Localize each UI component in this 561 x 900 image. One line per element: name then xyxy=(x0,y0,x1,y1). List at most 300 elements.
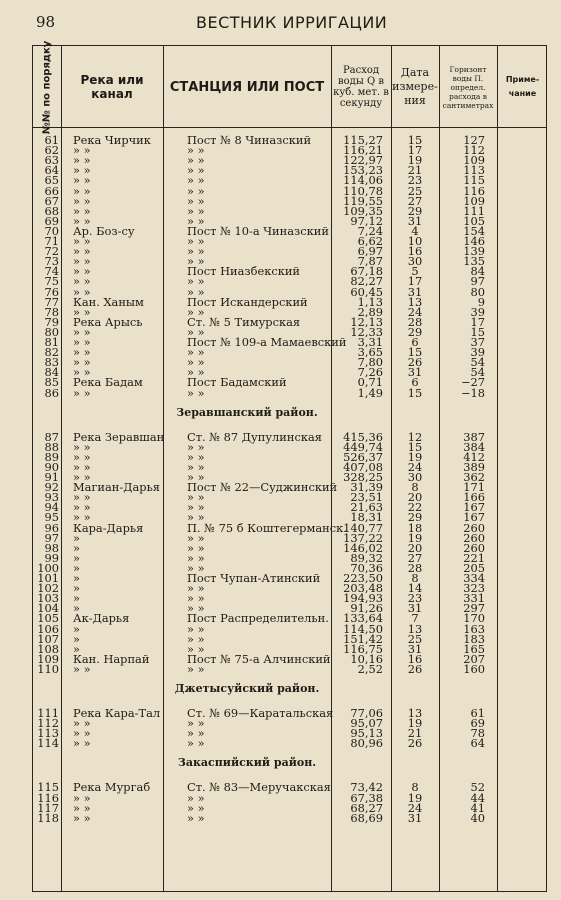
flow-cell: 2,89 xyxy=(357,304,383,319)
river-cell: » » xyxy=(73,661,91,676)
river-cell: » » xyxy=(73,470,91,484)
header-note: Приме-чание xyxy=(505,75,540,98)
flow-cell: 122,97 xyxy=(343,153,383,168)
flow-cell: 3,65 xyxy=(357,345,383,360)
station-cell: » » xyxy=(187,716,205,731)
station-cell: » » xyxy=(187,621,205,636)
station-cell: » » xyxy=(187,800,205,815)
header-date: Дата измере-ния xyxy=(392,66,438,107)
date-cell: 20 xyxy=(407,540,423,555)
row-number: 95 xyxy=(44,510,59,525)
row-number: 102 xyxy=(37,581,59,596)
level-cell: 15 xyxy=(470,324,485,339)
flow-cell: 3,31 xyxy=(357,335,383,349)
row-number: 85 xyxy=(44,375,59,390)
row-number: 86 xyxy=(44,385,59,400)
flow-cell: 203,48 xyxy=(343,581,383,596)
date-cell: 20 xyxy=(407,490,423,505)
level-cell: 167 xyxy=(463,510,485,525)
date-cell: 22 xyxy=(407,500,423,515)
level-cell: 115 xyxy=(463,173,485,188)
flow-cell: 67,18 xyxy=(350,264,383,279)
row-number: 75 xyxy=(44,274,59,289)
station-cell: » » xyxy=(187,601,205,616)
flow-cell: 109,35 xyxy=(343,203,383,218)
flow-cell: 31,39 xyxy=(350,480,383,495)
river-cell: » » xyxy=(73,304,91,319)
level-cell: 37 xyxy=(470,335,485,349)
date-cell: 4 xyxy=(411,223,419,238)
station-cell: » » xyxy=(187,244,205,259)
row-number: 81 xyxy=(44,335,59,349)
level-cell: 323 xyxy=(463,581,485,596)
level-cell: 260 xyxy=(463,530,485,545)
flow-cell: 68,69 xyxy=(350,810,383,825)
river-cell: » » xyxy=(73,234,91,248)
level-cell: 116 xyxy=(463,183,485,198)
river-cell: » » xyxy=(73,324,91,339)
river-cell: Кан. Нарпай xyxy=(73,651,150,666)
river-cell: » xyxy=(73,571,80,585)
station-cell: » » xyxy=(187,459,205,474)
date-cell: 5 xyxy=(411,264,419,279)
date-cell: 23 xyxy=(407,591,423,606)
table-row xyxy=(33,385,546,400)
date-cell: 24 xyxy=(407,459,423,474)
station-cell: Пост № 75-а Алчинский xyxy=(187,651,331,666)
level-cell: 109 xyxy=(463,193,485,208)
level-cell: 84 xyxy=(470,264,485,279)
station-cell: » » xyxy=(187,581,205,596)
row-number: 108 xyxy=(37,641,59,656)
station-cell: Пост № 8 Чиназский xyxy=(187,133,312,147)
row-number: 62 xyxy=(44,143,59,158)
station-cell: » » xyxy=(187,183,205,198)
level-cell: 163 xyxy=(463,621,485,636)
flow-cell: 7,24 xyxy=(357,223,383,238)
flow-cell: 6,62 xyxy=(357,234,383,248)
row-number: 87 xyxy=(44,429,59,444)
flow-cell: 89,32 xyxy=(350,550,383,565)
row-number: 97 xyxy=(44,530,59,545)
header-flow: Расход воды Q в куб. мет. в секунду xyxy=(333,65,389,109)
station-cell: » » xyxy=(187,345,205,360)
date-cell: 24 xyxy=(407,304,423,319)
table-body xyxy=(33,128,546,893)
date-cell: 16 xyxy=(407,244,423,259)
river-cell: » » xyxy=(73,736,91,751)
station-cell: Пост Искандерский xyxy=(187,294,308,309)
date-cell: 14 xyxy=(407,581,423,596)
date-cell: 8 xyxy=(411,480,419,495)
date-cell: 29 xyxy=(407,324,423,339)
date-cell: 26 xyxy=(407,736,423,751)
date-cell: 7 xyxy=(411,611,419,626)
station-cell: » » xyxy=(187,641,205,656)
station-cell: » » xyxy=(187,449,205,464)
flow-cell: 526,37 xyxy=(343,449,383,464)
river-cell: » » xyxy=(73,284,91,299)
region-heading: Закаспийский район. xyxy=(177,756,317,770)
level-cell: −18 xyxy=(460,385,485,400)
river-cell: » » xyxy=(73,193,91,208)
river-cell: Река Зеравшан xyxy=(73,429,165,444)
river-cell: Кан. Ханым xyxy=(73,294,144,309)
date-cell: 30 xyxy=(407,470,423,484)
station-cell: » » xyxy=(187,490,205,505)
flow-cell: 115,27 xyxy=(343,133,383,147)
row-number: 64 xyxy=(44,163,59,178)
river-cell: » xyxy=(73,530,80,545)
level-cell: 183 xyxy=(463,631,485,646)
date-cell: 31 xyxy=(407,365,423,380)
level-cell: 139 xyxy=(463,244,485,259)
flow-cell: 6,97 xyxy=(357,244,383,259)
date-cell: 28 xyxy=(407,314,423,329)
level-cell: 80 xyxy=(470,284,485,299)
river-cell: » » xyxy=(73,490,91,505)
row-number: 111 xyxy=(37,706,59,720)
date-cell: 17 xyxy=(407,274,423,289)
river-cell: » » xyxy=(73,264,91,279)
flow-cell: 95,13 xyxy=(350,726,383,741)
river-cell: » xyxy=(73,601,80,616)
station-cell: Пост Бадамский xyxy=(187,375,287,390)
river-cell: » » xyxy=(73,254,91,269)
row-number: 110 xyxy=(37,661,59,676)
row-number: 112 xyxy=(37,716,59,731)
station-cell: » » xyxy=(187,550,205,565)
table-row xyxy=(33,661,546,676)
station-cell: Пост № 109-а Мамаевский xyxy=(187,335,347,349)
river-cell: » » xyxy=(73,244,91,259)
station-cell: » » xyxy=(187,385,205,400)
river-cell: Река Бадам xyxy=(73,375,143,390)
station-cell: » » xyxy=(187,284,205,299)
level-cell: 297 xyxy=(463,601,485,616)
level-cell: 387 xyxy=(463,429,485,444)
flow-cell: 2,52 xyxy=(357,661,383,676)
station-cell: » » xyxy=(187,234,205,248)
flow-cell: 116,21 xyxy=(343,143,383,158)
row-number: 118 xyxy=(37,810,59,825)
flow-cell: 70,36 xyxy=(350,560,383,575)
station-cell: » » xyxy=(187,810,205,825)
river-cell: Кара-Дарья xyxy=(73,520,144,535)
station-cell: » » xyxy=(187,631,205,646)
flow-cell: 116,75 xyxy=(343,641,383,656)
station-cell: » » xyxy=(187,304,205,319)
level-cell: 170 xyxy=(463,611,485,626)
flow-cell: 194,93 xyxy=(343,591,383,606)
date-cell: 19 xyxy=(407,449,423,464)
station-cell: » » xyxy=(187,213,205,228)
river-cell: » » xyxy=(73,510,91,525)
row-number: 103 xyxy=(37,591,59,606)
row-number: 68 xyxy=(44,203,59,218)
row-number: 116 xyxy=(37,790,59,805)
river-cell: » » xyxy=(73,213,91,228)
date-cell: 19 xyxy=(407,530,423,545)
date-cell: 30 xyxy=(407,254,423,269)
date-cell: 26 xyxy=(407,355,423,370)
level-cell: 207 xyxy=(463,651,485,666)
row-number: 67 xyxy=(44,193,59,208)
flow-cell: 23,51 xyxy=(350,490,383,505)
river-cell: » » xyxy=(73,274,91,289)
level-cell: 205 xyxy=(463,560,485,575)
header-station: СТАНЦИЯ ИЛИ ПОСТ xyxy=(169,79,325,95)
flow-cell: 140,77 xyxy=(343,520,383,535)
station-cell: » » xyxy=(187,274,205,289)
flow-cell: 7,87 xyxy=(357,254,383,269)
date-cell: 31 xyxy=(407,810,423,825)
level-cell: 154 xyxy=(463,223,485,238)
level-cell: −27 xyxy=(460,375,485,390)
station-cell: » » xyxy=(187,439,205,454)
row-number: 66 xyxy=(44,183,59,198)
level-cell: 54 xyxy=(470,365,485,380)
station-cell: » » xyxy=(187,736,205,751)
river-cell: » » xyxy=(73,153,91,168)
station-cell: » » xyxy=(187,143,205,158)
station-cell: » » xyxy=(187,163,205,178)
level-cell: 221 xyxy=(463,550,485,565)
station-cell: » » xyxy=(187,726,205,741)
station-cell: Пост Ниазбекский xyxy=(187,264,301,279)
header-num-label: №№ по порядку xyxy=(41,40,53,134)
region-heading: Зеравшанский район. xyxy=(176,405,318,419)
flow-cell: 114,50 xyxy=(343,621,383,636)
row-number: 113 xyxy=(37,726,59,741)
row-number: 77 xyxy=(44,294,59,309)
level-cell: 111 xyxy=(463,203,485,218)
river-cell: » » xyxy=(73,500,91,515)
river-cell: » » xyxy=(73,183,91,198)
river-cell: » » xyxy=(73,143,91,158)
river-cell: » xyxy=(73,550,80,565)
station-cell: » » xyxy=(187,470,205,484)
level-cell: 61 xyxy=(470,706,485,720)
row-number: 74 xyxy=(44,264,59,279)
station-cell: » » xyxy=(187,153,205,168)
date-cell: 25 xyxy=(407,631,423,646)
row-number: 61 xyxy=(44,133,59,147)
river-cell: » » xyxy=(73,726,91,741)
river-cell: Ак-Дарья xyxy=(73,611,130,626)
river-cell: » » xyxy=(73,335,91,349)
station-cell: » » xyxy=(187,193,205,208)
header-level: Горизонт воды П. определ. расхода в сантиметрах xyxy=(442,64,494,110)
flow-cell: 91,26 xyxy=(350,601,383,616)
date-cell: 29 xyxy=(407,510,423,525)
date-cell: 25 xyxy=(407,183,423,198)
date-cell: 13 xyxy=(407,706,423,720)
flow-cell: 73,42 xyxy=(350,780,383,795)
date-cell: 19 xyxy=(407,716,423,731)
table-row xyxy=(33,810,546,825)
station-cell: » » xyxy=(187,254,205,269)
date-cell: 28 xyxy=(407,560,423,575)
date-cell: 17 xyxy=(407,143,423,158)
river-cell: » » xyxy=(73,345,91,360)
row-number: 63 xyxy=(44,153,59,168)
flow-cell: 7,80 xyxy=(357,355,383,370)
row-number: 83 xyxy=(44,355,59,370)
measurements-table xyxy=(32,40,547,892)
flow-cell: 12,13 xyxy=(350,314,383,329)
station-cell: » » xyxy=(187,560,205,575)
date-cell: 15 xyxy=(407,385,423,400)
row-number: 76 xyxy=(44,284,59,299)
row-number: 91 xyxy=(44,470,59,484)
header-num xyxy=(33,40,61,134)
flow-cell: 18,31 xyxy=(350,510,383,525)
row-number: 93 xyxy=(44,490,59,505)
row-number: 72 xyxy=(44,244,59,259)
level-cell: 135 xyxy=(463,254,485,269)
level-cell: 127 xyxy=(463,133,485,147)
flow-cell: 328,25 xyxy=(343,470,383,484)
row-number: 101 xyxy=(37,571,59,585)
row-number: 89 xyxy=(44,449,59,464)
station-cell: » » xyxy=(187,790,205,805)
flow-cell: 449,74 xyxy=(343,439,383,454)
level-cell: 39 xyxy=(470,345,485,360)
row-number: 107 xyxy=(37,631,59,646)
river-cell: Магиан-Дарья xyxy=(73,480,160,495)
station-cell: » » xyxy=(187,530,205,545)
level-cell: 160 xyxy=(463,661,485,676)
river-cell: » xyxy=(73,581,80,596)
station-cell: » » xyxy=(187,324,205,339)
river-cell: » xyxy=(73,641,80,656)
row-number: 117 xyxy=(37,800,59,815)
level-cell: 362 xyxy=(463,470,485,484)
row-number: 98 xyxy=(44,540,59,555)
station-cell: Ст. № 83—Меручакская xyxy=(187,780,331,795)
level-cell: 69 xyxy=(470,716,485,731)
level-cell: 165 xyxy=(463,641,485,656)
flow-cell: 407,08 xyxy=(343,459,383,474)
level-cell: 52 xyxy=(470,780,485,795)
level-cell: 166 xyxy=(463,490,485,505)
river-cell: » » xyxy=(73,716,91,731)
level-cell: 113 xyxy=(463,163,485,178)
station-cell: Ст. № 69—Каратальская xyxy=(187,706,334,720)
header-river: Река или канал xyxy=(80,73,144,101)
row-number: 92 xyxy=(44,480,59,495)
flow-cell: 67,38 xyxy=(350,790,383,805)
river-cell: » » xyxy=(73,439,91,454)
date-cell: 21 xyxy=(407,726,423,741)
river-cell: » » xyxy=(73,203,91,218)
date-cell: 8 xyxy=(411,780,419,795)
flow-cell: 21,63 xyxy=(350,500,383,515)
river-cell: Река Кара-Тал xyxy=(73,706,161,720)
river-cell: » xyxy=(73,560,80,575)
date-cell: 12 xyxy=(407,429,423,444)
row-number: 65 xyxy=(44,173,59,188)
flow-cell: 119,55 xyxy=(343,193,383,208)
level-cell: 105 xyxy=(463,213,485,228)
journal-title: ВЕСТНИК ИРРИГАЦИИ xyxy=(196,13,388,32)
row-number: 80 xyxy=(44,324,59,339)
row-number: 115 xyxy=(37,780,59,795)
station-cell: » » xyxy=(187,510,205,525)
row-number: 114 xyxy=(37,736,59,751)
river-cell: » » xyxy=(73,163,91,178)
flow-cell: 97,12 xyxy=(350,213,383,228)
level-cell: 260 xyxy=(463,540,485,555)
flow-cell: 95,07 xyxy=(350,716,383,731)
flow-cell: 1,13 xyxy=(357,294,383,309)
region-heading: Джетысуйский район. xyxy=(174,682,320,695)
running-header xyxy=(0,0,561,40)
flow-cell: 10,16 xyxy=(350,651,383,666)
level-cell: 260 xyxy=(463,520,485,535)
river-cell: » xyxy=(73,621,80,636)
date-cell: 13 xyxy=(407,621,423,636)
date-cell: 15 xyxy=(407,133,423,147)
page-number: 98 xyxy=(36,13,56,31)
level-cell: 146 xyxy=(463,234,485,248)
row-number: 79 xyxy=(44,314,59,329)
flow-cell: 415,36 xyxy=(343,429,383,444)
level-cell: 109 xyxy=(463,153,485,168)
river-cell: » » xyxy=(73,173,91,188)
row-number: 94 xyxy=(44,500,59,515)
station-cell: Ст. № 87 Дупулинская xyxy=(187,429,322,444)
level-cell: 389 xyxy=(463,459,485,474)
level-cell: 171 xyxy=(463,480,485,495)
station-cell: Пост № 10-а Чиназский xyxy=(187,223,329,238)
flow-cell: 151,42 xyxy=(343,631,383,646)
station-cell: » » xyxy=(187,355,205,370)
river-cell: » xyxy=(73,540,80,555)
date-cell: 29 xyxy=(407,203,423,218)
river-cell: » » xyxy=(73,800,91,815)
date-cell: 31 xyxy=(407,284,423,299)
river-cell: » xyxy=(73,591,80,606)
date-cell: 8 xyxy=(411,571,419,585)
flow-cell: 77,06 xyxy=(350,706,383,720)
level-cell: 112 xyxy=(463,143,485,158)
flow-cell: 60,45 xyxy=(350,284,383,299)
level-cell: 167 xyxy=(463,500,485,515)
row-number: 78 xyxy=(44,304,59,319)
flow-cell: 1,49 xyxy=(357,385,383,400)
date-cell: 31 xyxy=(407,641,423,656)
station-cell: » » xyxy=(187,173,205,188)
flow-cell: 7,26 xyxy=(357,365,383,380)
row-number: 82 xyxy=(44,345,59,360)
date-cell: 23 xyxy=(407,173,423,188)
date-cell: 21 xyxy=(407,163,423,178)
station-cell: Пост Чупан-Атинский xyxy=(187,571,321,585)
level-cell: 412 xyxy=(463,449,485,464)
level-cell: 9 xyxy=(477,294,485,309)
river-cell: Река Мургаб xyxy=(73,780,151,795)
level-cell: 64 xyxy=(470,736,485,751)
flow-cell: 153,23 xyxy=(343,163,383,178)
table-header xyxy=(33,40,546,134)
date-cell: 24 xyxy=(407,800,423,815)
date-cell: 13 xyxy=(407,294,423,309)
date-cell: 26 xyxy=(407,661,423,676)
river-cell: » » xyxy=(73,385,91,400)
river-cell: » » xyxy=(73,449,91,464)
